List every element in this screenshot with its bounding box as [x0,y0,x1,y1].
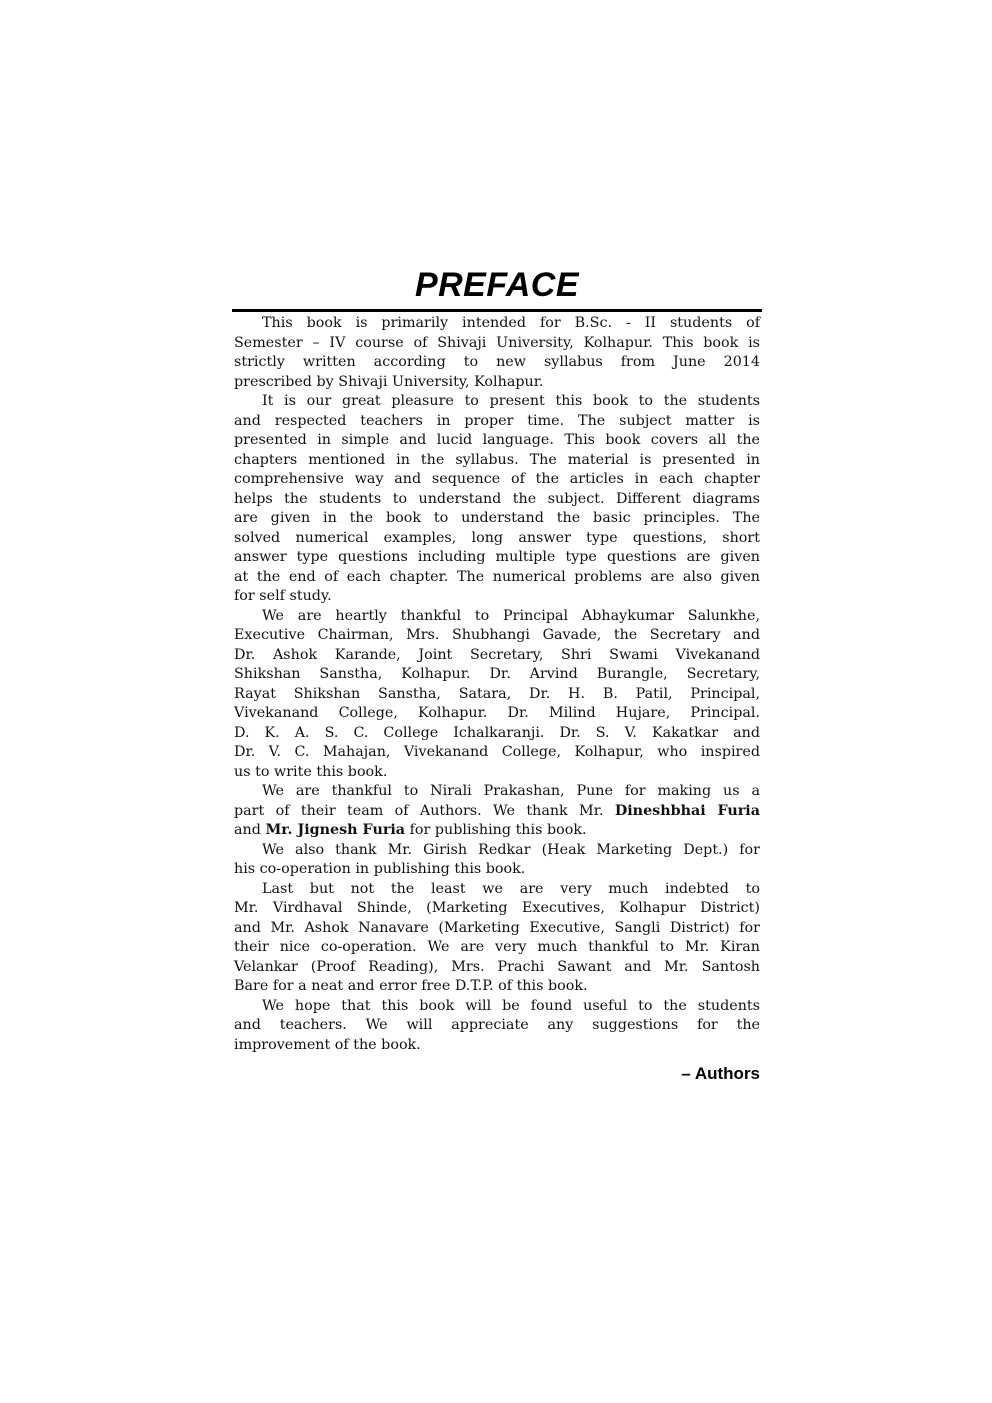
text-line [234,665,760,685]
text-line [234,607,760,627]
title-rule [232,309,762,312]
text-line [234,373,760,393]
text-segment: strictly written according to new syllabus from June 2014 [234,354,760,370]
text-line [234,314,760,334]
text-segment: Mr. Virdhaval Shinde, (Marketing Executives, Kolhapur District) [234,900,760,916]
text-segment: and [234,822,266,838]
text-segment: part of their team of Authors. We thank Mr. [234,802,615,819]
text-line [234,743,760,763]
text-line [234,782,760,802]
text-line [234,587,760,607]
text-line [234,431,760,451]
text-segment: presented in simple and lucid language. This book covers all the [234,432,760,448]
text-line [234,548,760,568]
text-line [234,529,760,549]
text-segment: answer type questions including multiple type questions are given [234,549,760,565]
text-segment: Last but not the least we are very much indebted to [262,880,760,897]
text-line [234,860,760,880]
page-title: PREFACE [414,266,580,304]
text-segment: This book is primarily intended for B.Sc. - II students of [262,315,760,331]
text-segment: and respected teachers in proper time. The subject matter is [234,412,760,429]
text-line [234,509,760,529]
paragraph [234,880,760,997]
text-line [234,977,760,997]
text-line [234,938,760,958]
text-line [234,704,760,724]
text-segment: Executive Chairman, Mrs. Shubhangi Gavade, the Secretary and [234,627,760,643]
text-segment: Vivekanand College, Kolhapur. Dr. Milind Hujare, Principal. [234,705,760,721]
paragraph [234,997,760,1056]
text-segment: us to write this book. [234,763,388,780]
text-segment: We are thankful to Nirali Prakashan, Pune for making us a [262,783,760,799]
text-line [234,646,760,666]
text-line [234,334,760,354]
text-segment: at the end of each chapter. The numerical problems are also given [234,568,760,585]
text-segment: for publishing this book. [405,822,587,838]
text-segment: for self study. [234,588,332,604]
paragraph [234,314,760,392]
text-line [234,392,760,412]
text-segment: comprehensive way and sequence of the articles in each chapter [234,471,760,487]
text-line [234,763,760,783]
text-segment: We are heartly thankful to Principal Abhaykumar Salunkhe, [262,607,760,624]
text-segment: Shikshan Sanstha, Kolhapur. Dr. Arvind Burangle, Secretary, [234,666,760,682]
text-line [234,490,760,510]
text-line [234,353,760,373]
text-segment: are given in the book to understand the basic principles. The [234,510,760,526]
text-segment: We also thank Mr. Girish Redkar (Heak Marketing Dept.) for [262,841,760,858]
paragraph [234,607,760,783]
paragraph [234,841,760,880]
text-segment: improvement of the book. [234,1036,421,1053]
text-line [234,899,760,919]
text-segment: Velankar (Proof Reading), Mrs. Prachi Sawant and Mr. Santosh [234,958,760,975]
text-line [234,412,760,432]
paragraph [234,782,760,841]
text-line [234,1036,760,1056]
text-segment: Semester – IV course of Shivaji University, Kolhapur. This book is [234,334,760,351]
text-segment: his co-operation in publishing this book. [234,861,526,877]
text-segment: solved numerical examples, long answer type questions, short [234,529,760,546]
text-segment: chapters mentioned in the syllabus. The material is presented in [234,451,760,468]
text-line [234,1016,760,1036]
text-segment: It is our great pleasure to present this book to the students [262,393,760,409]
paragraph [234,392,760,607]
text-line [234,919,760,939]
preface-body [234,314,760,1055]
text-line [234,470,760,490]
text-segment: their nice co-operation. We are very much thankful to Mr. Kiran [234,939,760,955]
text-segment: Dr. V. C. Mahajan, Vivekanand College, Kolhapur, who inspired [234,744,760,760]
text-line [234,802,760,822]
text-line [234,568,760,588]
text-line [234,821,760,841]
bold-name: Dineshbhai Furia [614,802,760,819]
text-segment: helps the students to understand the subject. Different diagrams [234,490,760,507]
text-segment: prescribed by Shivaji University, Kolhapur. [234,373,544,390]
text-segment: We hope that this book will be found useful to the students [262,997,760,1014]
bold-name: Mr. Jignesh Furia [265,822,406,838]
text-line [234,880,760,900]
text-segment: D. K. A. S. C. College Ichalkaranji. Dr. S. V. Kakatkar and [234,724,760,741]
signature: – Authors [681,1064,760,1083]
text-line [234,841,760,861]
text-line [234,958,760,978]
text-line [234,724,760,744]
text-line [234,451,760,471]
text-segment: and teachers. We will appreciate any suggestions for the [234,1017,760,1033]
text-segment: and Mr. Ashok Nanavare (Marketing Executive, Sangli District) for [234,919,760,936]
text-line [234,626,760,646]
text-line [234,997,760,1017]
text-line [234,685,760,705]
text-segment: Rayat Shikshan Sanstha, Satara, Dr. H. B. Patil, Principal, [234,685,760,702]
text-segment: Dr. Ashok Karande, Joint Secretary, Shri Swami Vivekanand [234,646,760,663]
text-segment: Bare for a neat and error free D.T.P. of this book. [234,978,588,994]
